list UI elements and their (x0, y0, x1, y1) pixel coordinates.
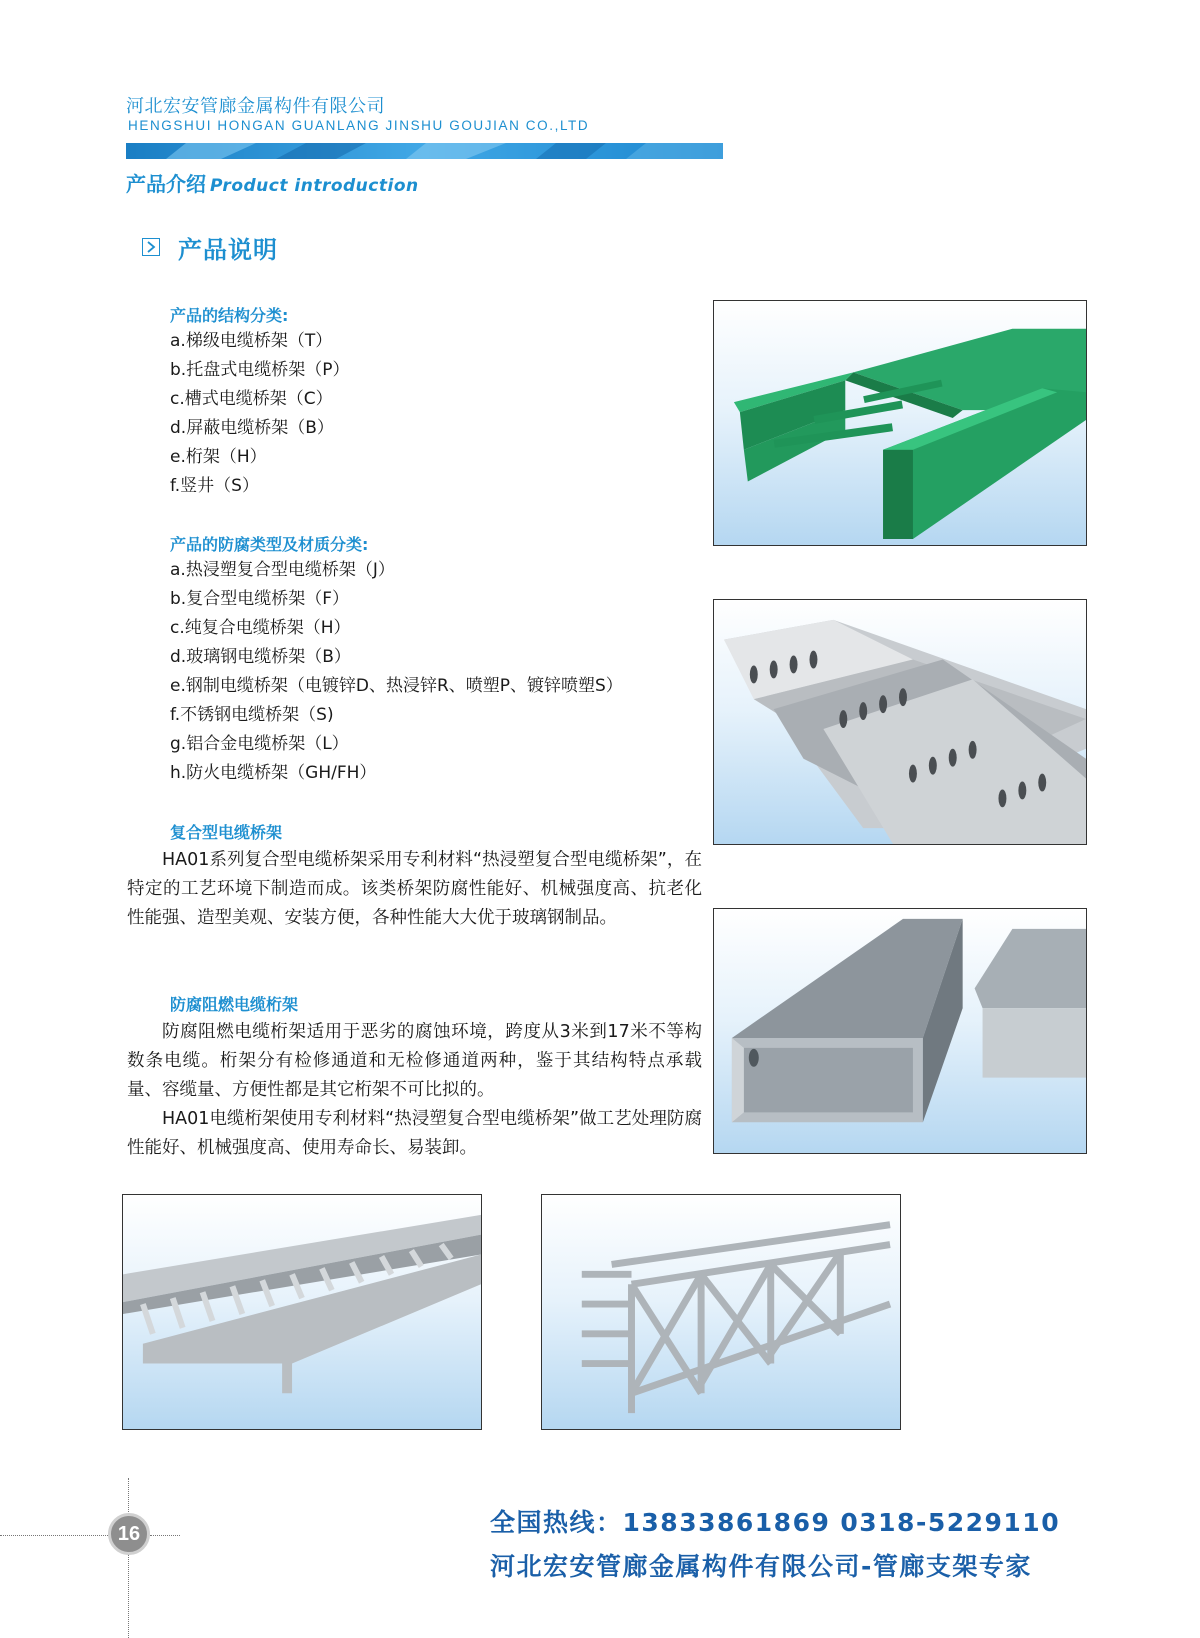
green-ladder-tray-photo (713, 300, 1087, 546)
hotline-label: 全国热线： (490, 1508, 623, 1537)
paragraph: HA01电缆桁架使用专利材料“热浸塑复合型电缆桥架”做工艺处理防腐性能好、机械强度高、使用寿命长、易装卸。 (127, 1109, 702, 1158)
truss-paragraphs (127, 1018, 702, 1163)
section-heading (126, 168, 419, 197)
material-heading: 产品的防腐类型及材质分类: (170, 535, 369, 554)
hotline-phone-landline: 0318-5229110 (840, 1508, 1061, 1537)
footer-vertical-dotted-line (128, 1478, 129, 1638)
ladder-tray-photo (122, 1194, 482, 1430)
footer-horizontal-dotted-line (150, 1535, 180, 1536)
truss-heading: 防腐阻燃电缆桁架 (170, 995, 299, 1014)
list-item: f.不锈钢电缆桥架（S) (170, 705, 334, 725)
composite-paragraph (127, 846, 702, 933)
structure-heading: 产品的结构分类: (170, 306, 289, 325)
list-item: b.复合型电缆桥架（F） (170, 589, 349, 609)
list-item: a.梯级电缆桥架（T） (170, 331, 333, 351)
page-number: 16 (108, 1513, 150, 1555)
list-item: h.防火电缆桥架（GH/FH） (170, 763, 377, 783)
list-item: e.钢制电缆桥架（电镀锌D、热浸锌R、喷塑P、镀锌喷塑S） (170, 676, 623, 696)
section-heading-cn: 产品介绍 (126, 172, 206, 196)
list-item: d.屏蔽电缆桥架（B） (170, 418, 334, 438)
section-heading-en: Product introduction (210, 176, 419, 196)
list-item: b.托盘式电缆桥架（P） (170, 360, 350, 380)
list-item: d.玻璃钢电缆桥架（B） (170, 647, 351, 667)
footer-horizontal-dotted-line (0, 1535, 110, 1536)
hotline (490, 1503, 1060, 1539)
chevron-right-icon (142, 238, 160, 256)
paragraph: 防腐阻燃电缆桁架适用于恶劣的腐蚀环境，跨度从3米到17米不等构数条电缆。桁架分有检修通道和无检修通道两种，鉴于其结构特点承载量、容缆量、方便性都是其它桁架不可比拟的。 (127, 1022, 702, 1100)
hotline-phone-mobile: 13833861869 (622, 1508, 831, 1537)
list-item: c.槽式电缆桥架（C） (170, 389, 333, 409)
list-item: c.纯复合电缆桥架（H） (170, 618, 351, 638)
footer-tagline: 河北宏安管廊金属构件有限公司-管廊支架专家 (490, 1552, 1032, 1581)
list-item: e.桁架（H） (170, 447, 267, 467)
truss-photo (541, 1194, 901, 1430)
list-item: f.竖井（S） (170, 476, 259, 496)
page-title: 产品说明 (178, 236, 278, 264)
list-item: g.铝合金电缆桥架（L） (170, 734, 349, 754)
composite-heading: 复合型电缆桥架 (170, 823, 283, 842)
paragraph: HA01系列复合型电缆桥架采用专利材料“热浸塑复合型电缆桥架”，在特定的工艺环境下制造而成。该类桥架防腐性能好、机械强度高、抗老化性能强、造型美观、安装方便，各种性能大大优于玻璃钢制品。 (127, 850, 702, 928)
trough-tray-photo (713, 908, 1087, 1154)
perforated-tray-photo (713, 599, 1087, 845)
material-list (170, 556, 623, 788)
header-decor-bar (126, 143, 723, 159)
company-name-en: HENGSHUI HONGAN GUANLANG JINSHU GOUJIAN CO.,LTD (128, 118, 590, 133)
structure-list (170, 327, 349, 501)
list-item: a.热浸塑复合型电缆桥架（J） (170, 560, 395, 580)
company-name-cn: 河北宏安管廊金属构件有限公司 (126, 96, 385, 117)
